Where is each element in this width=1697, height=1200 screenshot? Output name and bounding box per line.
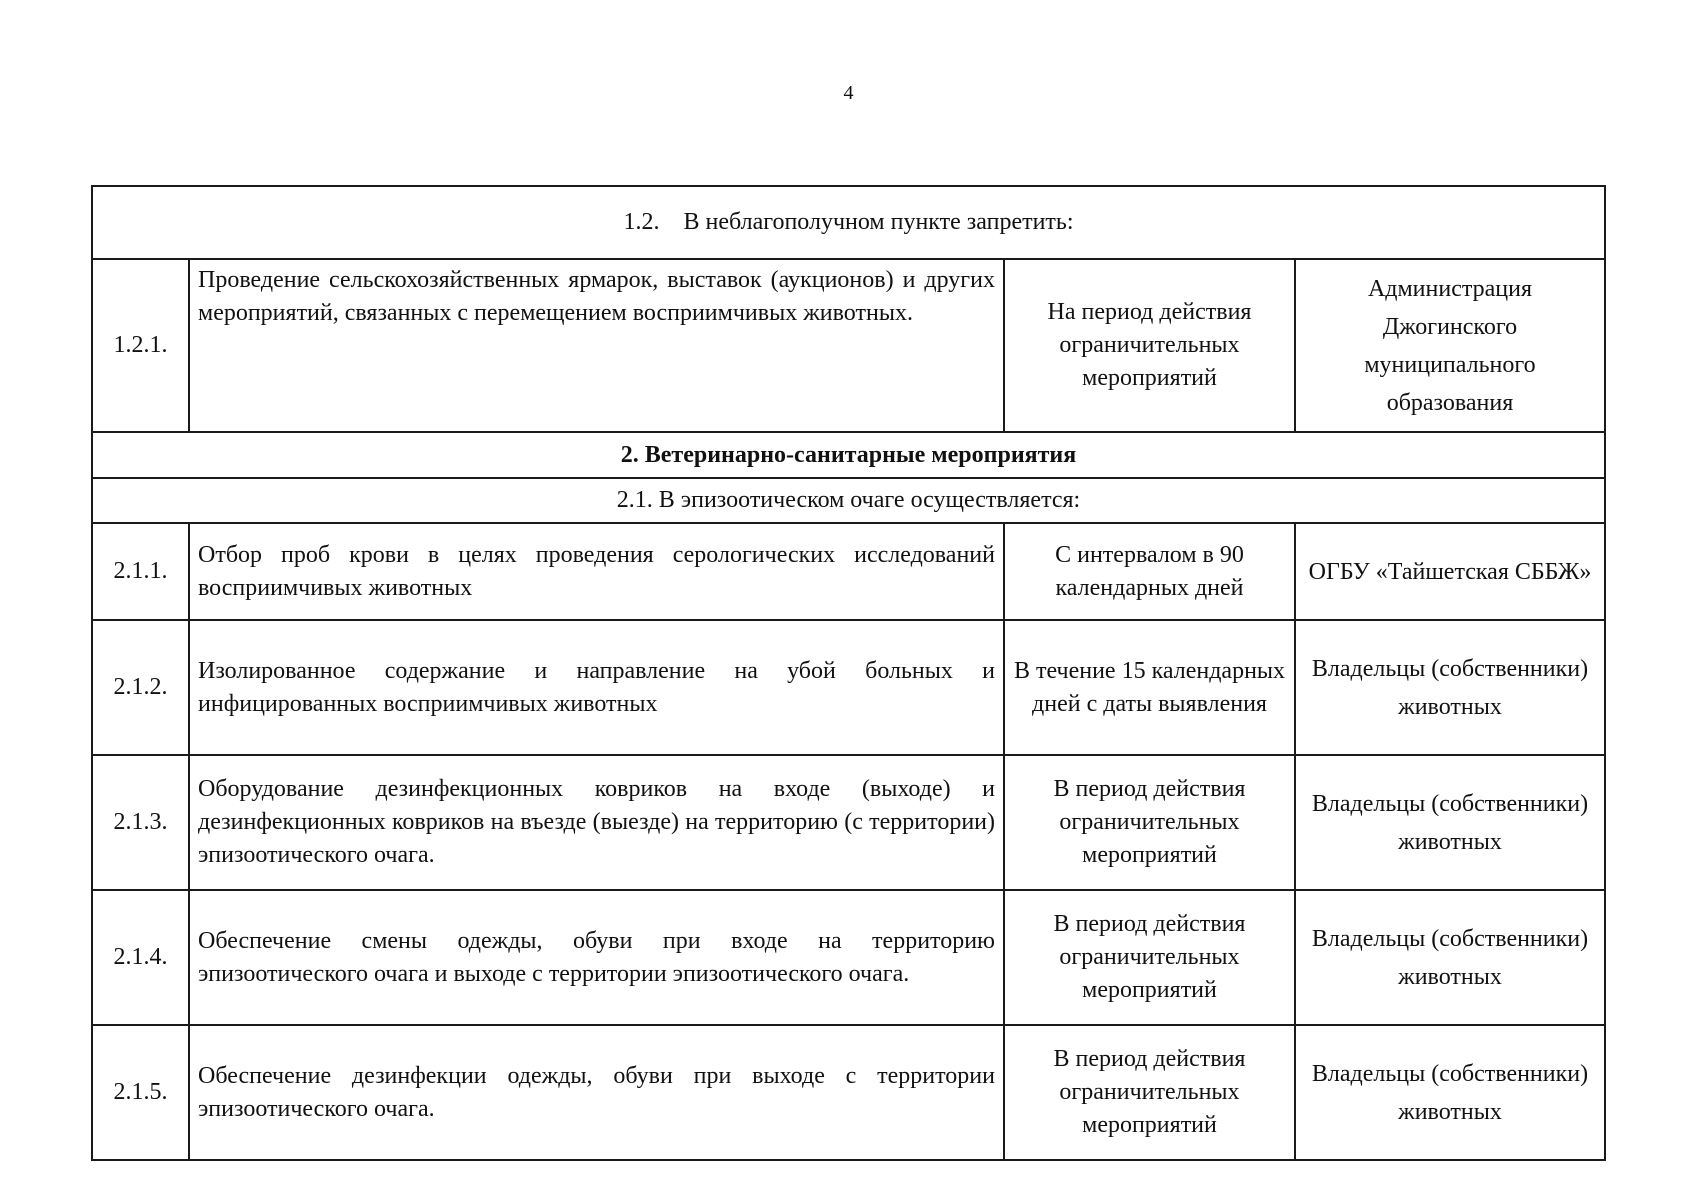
row-responsible: Владельцы (собственники) животных — [1295, 755, 1605, 890]
table-row — [92, 890, 1605, 1025]
row-period: В период действия ограничительных мероприятий — [1004, 1025, 1295, 1160]
row-period: В период действия ограничительных мероприятий — [1004, 890, 1295, 1025]
row-responsible: Администрация Джогинского муниципального образования — [1295, 259, 1605, 432]
row-measure: Изолированное содержание и направление на убой больных и инфицированных восприимчивых животных — [189, 620, 1004, 755]
section-heading — [92, 186, 1605, 259]
row-number: 2.1.4. — [92, 890, 189, 1025]
row-number: 2.1.1. — [92, 523, 189, 620]
row-number: 2.1.5. — [92, 1025, 189, 1160]
measures-table — [91, 185, 1606, 1161]
row-number: 2.1.2. — [92, 620, 189, 755]
table-row — [92, 259, 1605, 432]
row-responsible: ОГБУ «Тайшетская СББЖ» — [1295, 523, 1605, 620]
row-period: В период действия ограничительных мероприятий — [1004, 755, 1295, 890]
row-measure: Обеспечение смены одежды, обуви при входе на территорию эпизоотического очага и выходе с территории эпизоотического очага. — [189, 890, 1004, 1025]
section-title: В неблагополучном пункте запретить: — [683, 209, 1074, 235]
page-number: 4 — [843, 82, 854, 104]
section-row-2-1 — [92, 478, 1605, 523]
row-measure: Обеспечение дезинфекции одежды, обуви при выходе с территории эпизоотического очага. — [189, 1025, 1004, 1160]
row-measure: Отбор проб крови в целях проведения серологических исследований восприимчивых животных — [189, 523, 1004, 620]
table-row — [92, 1025, 1605, 1160]
row-responsible: Владельцы (собственники) животных — [1295, 620, 1605, 755]
table-row — [92, 620, 1605, 755]
section-row-2 — [92, 432, 1605, 478]
row-measure: Оборудование дезинфекционных ковриков на входе (выходе) и дезинфекционных ковриков на въезде (выезде) на территорию (с территории) эпизоотического очага. — [189, 755, 1004, 890]
row-measure: Проведение сельскохозяйственных ярмарок, выставок (аукционов) и других мероприятий, связанных с перемещением восприимчивых животных. — [189, 259, 1004, 432]
section-row-1-2 — [92, 186, 1605, 259]
row-number: 1.2.1. — [92, 259, 189, 432]
subsection-heading: 2.1. В эпизоотическом очаге осуществляется: — [92, 478, 1605, 523]
table-row — [92, 755, 1605, 890]
row-responsible: Владельцы (собственники) животных — [1295, 1025, 1605, 1160]
row-period: С интервалом в 90 календарных дней — [1004, 523, 1295, 620]
row-number: 2.1.3. — [92, 755, 189, 890]
section-number: 1.2. — [623, 209, 660, 235]
row-responsible: Владельцы (собственники) животных — [1295, 890, 1605, 1025]
table-row — [92, 523, 1605, 620]
row-period: На период действия ограничительных мероприятий — [1004, 259, 1295, 432]
row-period: В течение 15 календарных дней с даты выявления — [1004, 620, 1295, 755]
section-heading: 2. Ветеринарно-санитарные мероприятия — [92, 432, 1605, 478]
